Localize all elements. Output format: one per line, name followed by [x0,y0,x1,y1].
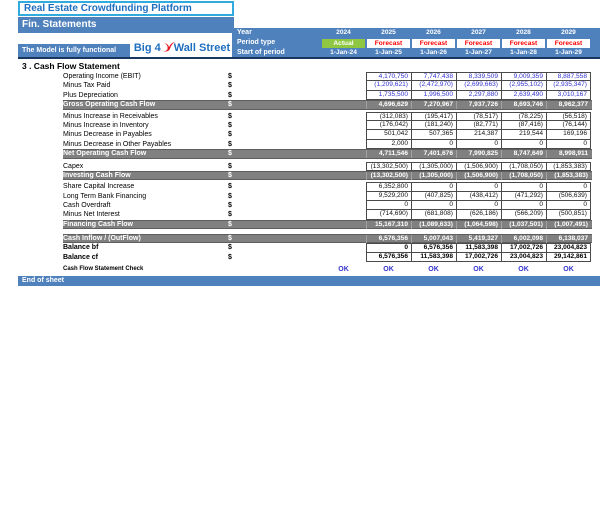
table-row [18,253,600,262]
total-value-cell[interactable]: 6,138,037 [546,235,591,243]
value-cell[interactable]: (1,506,900) [456,162,501,171]
value-cell[interactable]: 3,010,167 [546,91,591,100]
value-cell[interactable]: 23,004,823 [501,253,546,262]
total-value-cell[interactable]: 4,711,546 [366,150,411,158]
cash-flow-table [18,72,600,274]
value-cell[interactable]: 0 [501,140,546,149]
value-cell[interactable]: (506,639) [546,192,591,201]
table-row [18,100,600,109]
value-cell[interactable]: 9,009,359 [501,72,546,81]
period-type-row [232,38,600,48]
period-type-cell[interactable]: Forecast [547,39,590,48]
total-value-cell[interactable]: (1,853,383) [546,172,591,180]
value-cell[interactable]: (626,186) [456,210,501,219]
value-cell[interactable]: 0 [546,182,591,191]
value-cell[interactable]: 8,339,509 [456,72,501,81]
value-cell[interactable]: (1,853,383) [546,162,591,171]
row-label: Share Capital Increase [63,183,135,191]
value-cell[interactable]: 0 [411,182,456,191]
row-label: Operating Income (EBIT) [63,73,141,80]
table-row [18,162,600,171]
table-row [18,171,600,180]
row-label: Minus Increase in Inventory [63,121,149,129]
value-cell[interactable]: (176,042) [366,121,411,130]
row-label: Minus Net Interest [63,211,120,219]
value-cell[interactable]: 0 [456,201,501,210]
value-cell[interactable]: (312,083) [366,112,411,121]
currency-symbol: $ [228,162,232,170]
logo-text-right: Wall Street [173,42,231,54]
value-cell[interactable]: 6,576,356 [411,243,456,252]
total-value-cell[interactable]: (1,064,598) [456,221,501,229]
currency-symbol: $ [228,211,232,219]
year-cell[interactable]: 2027 [471,29,486,36]
row-label: Minus Decrease in Other Payables [63,140,172,148]
currency-symbol: $ [228,253,232,261]
table-row [18,72,600,81]
row-label: Financing Cash Flow [63,220,134,228]
start-date-cell[interactable]: 1-Jan-29 [555,49,582,56]
row-label: Plus Depreciation [63,91,118,99]
total-value-cell[interactable]: 7,990,825 [456,150,501,158]
currency-symbol: $ [228,150,232,158]
sheet-subtitle-bar [18,17,234,33]
year-cell[interactable]: 2024 [336,29,351,36]
total-value-cell[interactable]: (1,305,000) [411,172,456,180]
currency-symbol: $ [228,101,232,109]
page-title [18,1,234,16]
value-cell[interactable]: 0 [546,201,591,210]
value-cell[interactable]: (566,209) [501,210,546,219]
section-title: 3 . Cash Flow Statement [22,61,120,71]
total-value-cell[interactable]: (13,302,500) [366,172,411,180]
year-cell[interactable]: 2026 [426,29,441,36]
start-date-cell[interactable]: 1-Jan-24 [330,49,357,56]
period-type-cell[interactable]: Forecast [457,39,500,48]
page-title-text: Real Estate Crowdfunding Platform [24,3,192,14]
check-ok-cell[interactable]: OK [563,265,574,273]
currency-symbol: $ [228,140,232,148]
row-label: Cash Flow Statement Check [63,265,144,272]
row-label: Minus Decrease in Payables [63,131,152,139]
value-cell[interactable]: 8,887,558 [546,72,591,81]
total-value-cell[interactable]: 8,693,746 [501,101,546,109]
value-cell[interactable]: (13,302,500) [366,162,411,171]
value-cell[interactable]: 507,365 [411,130,456,139]
value-cell[interactable]: 169,196 [546,130,591,139]
value-cell[interactable]: 1,735,500 [366,91,411,100]
table-row [18,234,600,243]
period-header-block [232,28,600,58]
currency-symbol: $ [228,131,232,139]
total-value-cell[interactable]: (1,506,900) [456,172,501,180]
value-cell[interactable]: 0 [366,201,411,210]
currency-symbol: $ [228,112,232,120]
row-label: Balance cf [63,253,99,261]
total-value-cell[interactable]: 8,747,649 [501,150,546,158]
start-date-cell[interactable]: 1-Jan-25 [375,49,402,56]
row-label: Cash Inflow / (OutFlow) [63,234,141,242]
total-value-cell[interactable]: 8,998,911 [546,150,591,158]
value-cell[interactable]: (2,699,663) [456,81,501,90]
currency-symbol: $ [228,202,232,210]
currency-symbol: $ [228,183,232,191]
value-cell[interactable]: 11,583,398 [456,243,501,252]
start-date-cell[interactable]: 1-Jan-26 [420,49,447,56]
start-row-label: Start of period [237,49,285,56]
table-row [18,121,600,130]
value-cell[interactable]: (1,305,000) [411,162,456,171]
table-row [18,140,600,149]
row-label: Cash Overdraft [63,202,111,210]
value-cell[interactable]: (2,935,347) [546,81,591,90]
start-date-cell[interactable]: 1-Jan-27 [465,49,492,56]
value-cell[interactable]: 2,297,880 [456,91,501,100]
row-label: Net Operating Cash Flow [63,150,147,158]
value-cell[interactable]: (1,708,050) [501,162,546,171]
value-cell[interactable]: 0 [366,243,411,252]
value-cell[interactable]: 7,747,438 [411,72,456,81]
row-label: Minus Tax Paid [63,82,111,90]
table-row [18,192,600,201]
table-row [18,91,600,100]
currency-symbol: $ [228,220,232,228]
value-cell[interactable]: 17,002,726 [501,243,546,252]
total-value-cell[interactable]: (1,037,501) [501,221,546,229]
value-cell[interactable]: 9,529,200 [366,192,411,201]
table-row [18,130,600,139]
model-note-text: The Model is fully functional [22,47,117,54]
total-value-cell[interactable]: (1,089,633) [411,221,456,229]
end-of-sheet-bar [18,276,600,286]
total-value-cell[interactable]: 7,270,967 [411,101,456,109]
value-cell[interactable]: (56,518) [546,112,591,121]
total-value-cell[interactable]: 8,962,377 [546,101,591,109]
value-cell[interactable]: 11,583,398 [411,253,456,262]
table-row [18,81,600,90]
currency-symbol: $ [228,121,232,129]
value-cell[interactable]: (87,416) [501,121,546,130]
value-cell[interactable]: (2,472,970) [411,81,456,90]
logo-text-left: Big 4 [133,42,161,54]
value-cell[interactable]: (407,825) [411,192,456,201]
table-row [18,201,600,210]
period-type-row-label: Period type [237,39,276,46]
value-cell[interactable]: (438,412) [456,192,501,201]
value-cell[interactable]: 0 [501,201,546,210]
row-label: Minus Increase in Receivables [63,112,158,120]
value-cell[interactable]: 2,000 [366,140,411,149]
year-cell[interactable]: 2029 [561,29,576,36]
value-cell[interactable]: 4,170,750 [366,72,411,81]
currency-symbol: $ [228,82,232,90]
value-cell[interactable]: (1,209,621) [366,81,411,90]
check-ok-cell[interactable]: OK [473,265,484,273]
total-value-cell[interactable]: 6,576,356 [366,235,411,243]
value-cell[interactable]: 0 [456,182,501,191]
currency-symbol: $ [228,91,232,99]
total-value-cell[interactable]: 4,696,629 [366,101,411,109]
period-type-cell[interactable]: Forecast [412,39,455,48]
value-cell[interactable]: 0 [411,140,456,149]
year-cell[interactable]: 2025 [381,29,396,36]
check-ok-cell[interactable]: OK [428,265,439,273]
value-cell[interactable]: 0 [546,140,591,149]
end-of-sheet-text: End of sheet [22,277,65,284]
value-cell[interactable]: (78,517) [456,112,501,121]
table-row [18,220,600,229]
value-cell[interactable]: 0 [501,182,546,191]
value-cell[interactable]: 0 [456,140,501,149]
value-cell[interactable]: 29,142,861 [546,253,591,262]
currency-symbol: $ [228,244,232,252]
value-cell[interactable]: (82,771) [456,121,501,130]
value-cell[interactable]: 501,042 [366,130,411,139]
value-cell[interactable]: (2,955,102) [501,81,546,90]
total-value-cell[interactable]: (1,708,050) [501,172,546,180]
check-ok-cell[interactable]: OK [383,265,394,273]
value-cell[interactable]: 6,576,356 [366,253,411,262]
currency-symbol: $ [228,192,232,200]
value-cell[interactable]: 0 [411,201,456,210]
year-row [232,28,600,38]
row-label: Balance bf [63,244,99,252]
row-label: Investing Cash Flow [63,171,131,179]
year-row-label: Year [237,29,252,36]
value-cell[interactable]: (78,225) [501,112,546,121]
currency-symbol: $ [228,171,232,179]
value-cell[interactable]: 214,387 [456,130,501,139]
value-cell[interactable]: 2,639,490 [501,91,546,100]
period-type-cell[interactable]: Actual [322,39,365,48]
period-type-cell[interactable]: Forecast [367,39,410,48]
total-value-cell[interactable]: (1,007,491) [546,221,591,229]
value-cell[interactable]: (195,417) [411,112,456,121]
total-value-cell[interactable]: 7,937,726 [456,101,501,109]
currency-symbol: $ [228,234,232,242]
total-value-cell[interactable]: 15,167,310 [366,221,411,229]
value-cell[interactable]: (471,292) [501,192,546,201]
table-row [18,112,600,121]
row-label: Long Term Bank Financing [63,192,147,200]
value-cell[interactable]: (76,144) [546,121,591,130]
currency-symbol: $ [228,73,232,80]
table-row [18,149,600,158]
check-ok-cell[interactable]: OK [338,265,349,273]
row-label: Capex [63,162,84,170]
value-cell[interactable]: (714,690) [366,210,411,219]
value-cell[interactable]: 1,996,500 [411,91,456,100]
total-value-cell[interactable]: 7,401,676 [411,150,456,158]
value-cell[interactable]: 219,544 [501,130,546,139]
value-cell[interactable]: (500,851) [546,210,591,219]
brand-logo [130,34,234,57]
value-cell[interactable]: 17,002,726 [456,253,501,262]
start-date-cell[interactable]: 1-Jan-28 [510,49,537,56]
period-type-cell[interactable]: Forecast [502,39,545,48]
value-cell[interactable]: 23,004,823 [546,243,591,252]
table-row [18,243,600,252]
header-divider [18,57,600,59]
check-ok-cell[interactable]: OK [518,265,529,273]
row-label: Gross Operating Cash Flow [63,101,156,109]
table-row [18,182,600,191]
total-value-cell[interactable]: 5,419,327 [456,235,501,243]
table-row [18,265,600,274]
year-cell[interactable]: 2028 [516,29,531,36]
total-value-cell[interactable]: 6,002,098 [501,235,546,243]
value-cell[interactable]: (681,808) [411,210,456,219]
sheet-subtitle-text: Fin. Statements [22,19,97,30]
total-value-cell[interactable]: 5,007,043 [411,235,456,243]
value-cell[interactable]: 6,352,800 [366,182,411,191]
table-row [18,210,600,219]
value-cell[interactable]: (181,240) [411,121,456,130]
eagle-logo-icon [159,41,176,54]
